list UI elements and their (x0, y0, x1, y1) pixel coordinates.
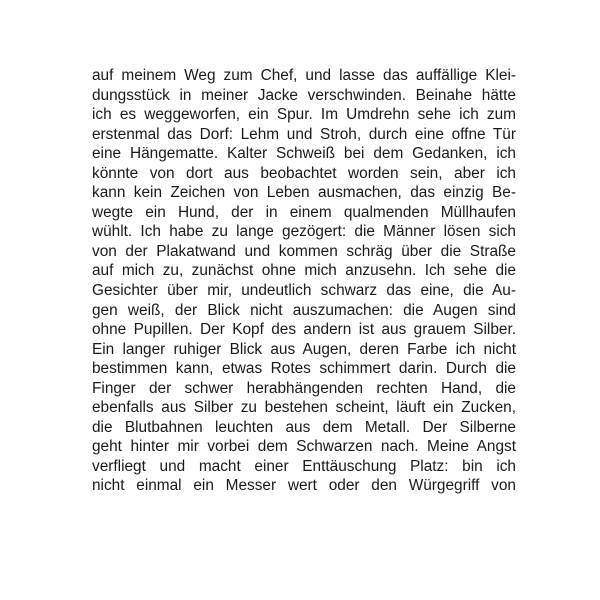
text-line: ohne Pupillen. Der Kopf des andern ist aus grauem Silber. (92, 321, 516, 339)
text-line: dungsstück in meiner Jacke verschwinden. Beinahe hätte (92, 86, 516, 104)
text-line: Finger der schwer herabhängenden rechten Hand, die (92, 379, 516, 397)
text-line: gen weiß, der Blick nicht auszumachen: die Augen sind (92, 301, 516, 319)
text-line: wegte ein Hund, der in einem qualmenden Müllhaufen (92, 203, 516, 221)
text-line: die Blutbahnen leuchten aus dem Metall. Der Silberne (92, 418, 516, 436)
text-line: Ein langer ruhiger Blick aus Augen, deren Farbe ich nicht (92, 340, 516, 358)
body-text (92, 66, 516, 496)
text-line: geht hinter mir vorbei dem Schwarzen nach. Meine Angst (92, 438, 516, 456)
text-line: könnte von dort aus beobachtet worden sein, aber ich (92, 164, 516, 182)
text-line: Gesichter über mir, undeutlich schwarz das eine, die Au- (92, 282, 516, 300)
text-line: nicht einmal ein Messer wert oder den Würgegriff von (92, 477, 516, 495)
text-line: wühlt. Ich habe zu lange gezögert: die Männer lösen sich (92, 223, 516, 241)
text-line: auf mich zu, zunächst ohne mich anzusehn. Ich sehe die (92, 262, 516, 280)
text-line: eine Hängematte. Kalter Schweiß bei dem Gedanken, ich (92, 145, 516, 163)
text-line: erstenmal das Dorf: Lehm und Stroh, durch eine offne Tür (92, 125, 516, 143)
text-line: ich es weggeworfen, ein Spur. Im Umdrehn sehe ich zum (92, 106, 516, 124)
text-line: bestimmen kann, etwas Rotes schimmert darin. Durch die (92, 360, 516, 378)
text-line: von der Plakatwand und kommen schräg über die Straße (92, 242, 516, 260)
text-line: auf meinem Weg zum Chef, und lasse das auffällige Klei- (92, 67, 516, 84)
text-line: kann kein Zeichen von Leben ausmachen, das einzig Be- (92, 184, 516, 202)
text-line: ebenfalls aus Silber zu bestehen scheint, läuft ein Zucken, (92, 399, 516, 417)
text-line: verfliegt und macht einer Enttäuschung Platz: bin ich (92, 457, 516, 475)
